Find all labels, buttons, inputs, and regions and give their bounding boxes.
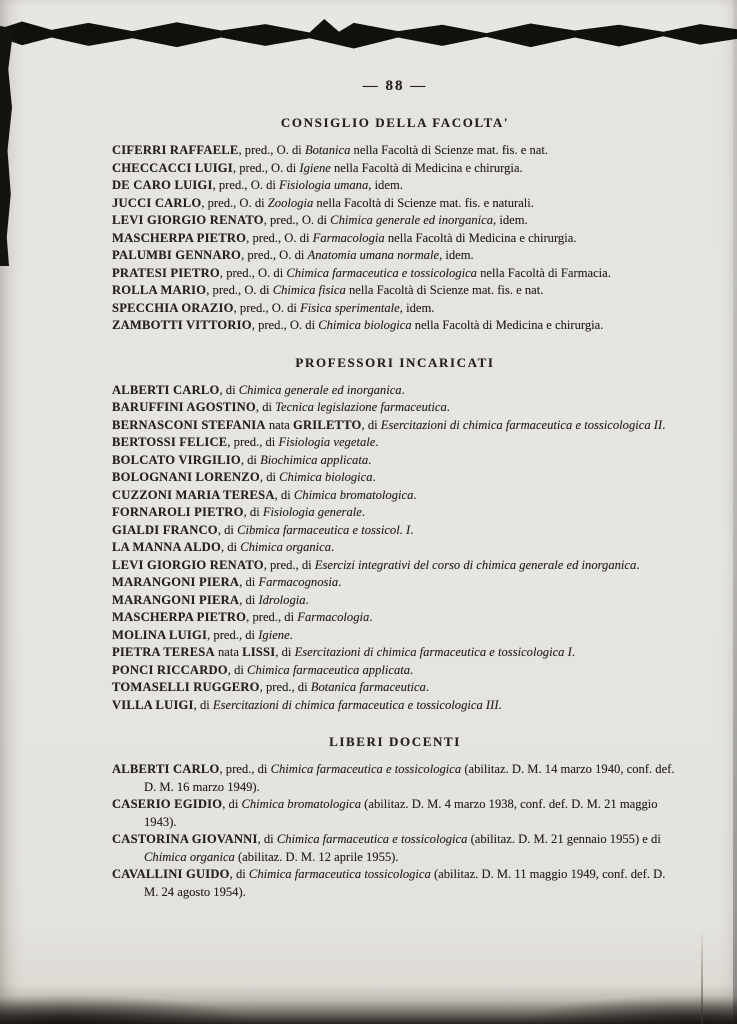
person-name: PRATESI PIETRO [112,265,220,280]
entry-text: nata [265,417,293,432]
person-name: MASCHERPA PIETRO [112,230,247,245]
scan-artifact-bottom-band [0,984,737,1024]
subject-title: Botanica [304,143,351,157]
subject-title: Esercitazioni di chimica farmaceutica e tossicologica II [380,417,663,432]
subject-title: Chimica biologica [318,318,412,332]
entry-text: , pred., O. di [238,143,305,157]
person-name: SPECCHIA ORAZIO [112,300,234,315]
entry-text: , di [255,400,276,414]
faculty-entry [112,831,678,866]
entry-text: , pred., di [263,557,315,572]
faculty-entry [112,609,678,627]
subject-title: Tecnica legislazione farmaceutica [275,400,447,414]
person-name: PALUMBI GENNARO [112,248,242,262]
entry-text: (abilitaz. D. M. 4 marzo 1938, conf. def. D. M. 21 maggio 1943). [144,797,658,829]
person-name: BOLOGNANI LORENZO [112,470,260,484]
entry-text: , pred., di [227,435,279,449]
entry-text: nella Facoltà di Medicina e chirurgia. [330,160,523,175]
entry-text: , pred., O. di [219,265,287,280]
faculty-entry [112,679,678,697]
section-title: CONSIGLIO DELLA FACOLTA' [280,115,510,130]
entry-text: nella Facoltà di Medicina e chirurgia. [384,230,577,245]
entry-text: , pred., O. di [246,230,313,245]
subject-title: Botanica farmaceutica [310,680,426,694]
subject-title: Biochimica applicata [260,452,369,467]
person-name: GIALDI FRANCO [112,522,218,537]
subject-title: Chimica farmaceutica e tossicologica [276,832,468,846]
faculty-entry [112,866,678,901]
entry-text: , pred., O. di [233,300,301,315]
entry-text: . [361,505,366,519]
faculty-entry [112,142,678,160]
entry-text: . [375,435,379,449]
person-name: LEVI GIORGIO RENATO [112,213,264,227]
faculty-entry [112,761,678,796]
person-name: BOLCATO VIRGILIO [112,452,241,467]
person-name: CASERIO EGIDIO [112,797,223,811]
faculty-entry [112,662,678,680]
faculty-entry [112,399,678,417]
entry-text: , di [259,470,280,484]
faculty-entry [112,469,678,487]
subject-title: Chimica farmaceutica e tossicologica [270,762,462,776]
entry-text: , di [227,662,248,677]
document-sections [112,115,678,901]
faculty-entry [112,230,678,248]
entry-text: , di [217,522,238,537]
entry-text: . [331,540,335,554]
faculty-entry [112,539,678,557]
faculty-entry [112,317,678,335]
subject-title: Fisiologia generale [262,505,362,519]
subject-title: Igiene [258,627,290,642]
entry-text: , pred., O. di [206,283,273,297]
person-name: MOLINA LUIGI [112,627,208,642]
entry-text: nata [214,645,243,659]
entry-text: , di [229,867,249,881]
person-name: JUCCI CARLO [112,195,202,210]
entry-text: , pred., di [259,680,311,694]
person-name: LEVI GIORGIO RENATO [112,557,264,572]
person-name: CUZZONI MARIA TERESA [112,487,275,502]
faculty-entry [112,247,678,265]
entry-text: , di [240,452,261,467]
faculty-entry [112,557,678,575]
entry-text: . [410,522,414,537]
entry-text: . [571,645,575,659]
entry-text: , pred., di [207,627,259,642]
faculty-entry [112,796,678,831]
entry-text: (abilitaz. D. M. 14 marzo 1940, conf. def. D. M. 16 marzo 1949). [144,762,675,794]
faculty-entry [112,195,678,213]
faculty-entry [112,452,678,470]
subject-title: Chimica farmaceutica e tossicologica [286,265,477,280]
subject-title: Farmacologia [312,230,385,245]
entry-text: , pred., di [219,762,271,776]
entry-text: . [662,417,666,432]
person-name: TOMASELLI RUGGERO [112,680,260,694]
entry-text: , di [222,797,242,811]
entry-text: , pred., O. di [232,160,300,175]
person-name: FORNAROLI PIETRO [112,505,244,519]
scan-artifact-bottom-right-blotch [517,994,737,1024]
entry-text: , pred., O. di [212,178,280,192]
faculty-entry [112,177,678,195]
entry-text: . [368,452,372,467]
subject-title: Chimica generale ed inorganica [238,382,402,397]
scan-artifact-top-edge [0,19,737,51]
entry-text: , pred., O. di [263,213,331,227]
faculty-entry [112,300,678,318]
entry-text: . [425,680,429,694]
faculty-entry [112,574,678,592]
faculty-entry [112,282,678,300]
entry-text: (abilitaz. D. M. 12 aprile 1955). [234,849,399,864]
entry-text: , di [219,382,239,397]
entry-text: . [369,610,373,624]
subject-title: Chimica organica [144,849,235,864]
faculty-entry [112,697,678,715]
person-name: VILLA LUIGI [112,697,194,712]
entry-text: nella Facoltà di Scienze mat. fis. e nat. [350,143,548,157]
entry-text: , di [361,417,381,432]
faculty-entry [112,434,678,452]
entry-text: , di [239,575,259,589]
entry-text: nella Facoltà di Medicina e chirurgia. [411,318,604,332]
faculty-entry [112,627,678,645]
scan-artifact-right-edge [733,0,737,1024]
faculty-entry [112,382,678,400]
subject-title: Chimica bromatologica [241,797,362,811]
subject-title: Idrologia [258,592,306,607]
person-name: ZAMBOTTI VITTORIO [112,318,252,332]
person-name: GRILETTO [292,417,362,432]
entry-text: . [410,662,414,677]
faculty-entry [112,592,678,610]
entry-text: , pred., di [246,610,298,624]
entry-text: . [305,592,309,607]
document-section [112,355,678,715]
entry-text: , idem. [399,300,435,315]
entry-text: , di [220,540,241,554]
faculty-entry [112,644,678,662]
entry-text: . [289,627,293,642]
subject-title: Esercitazioni di chimica farmaceutica e tossicologica I [294,645,572,659]
faculty-entry [112,212,678,230]
subject-title: Anatomia umana normale [307,248,440,262]
entry-text: , idem. [368,178,403,192]
subject-title: Chimica organica [240,540,332,554]
section-title: LIBERI DOCENTI [329,734,461,749]
entry-text: . [636,557,640,572]
faculty-entry [112,160,678,178]
person-name: MARANGONI PIERA [112,592,240,607]
person-name: LA MANNA ALDO [112,540,221,554]
subject-title: Cibmica farmaceutica e tossicol. I [237,522,411,537]
scan-artifact-bottom-left-blotch [0,994,260,1024]
entry-text: , di [193,697,213,712]
subject-title: Zoologia [267,195,314,210]
entry-text: . [413,487,417,502]
entry-text: , di [257,832,277,846]
subject-title: Esercizi integrativi del corso di chimica generale ed inorganica [314,557,637,572]
subject-title: Fisica sperimentale [300,300,400,315]
entry-text: , di [243,505,263,519]
entry-text: . [338,575,342,589]
person-name: CAVALLINI GUIDO [112,867,230,881]
person-name: CASTORINA GIOVANNI [112,832,258,846]
faculty-entry [112,522,678,540]
page-content [112,78,678,901]
entry-text: , pred., O. di [241,248,308,262]
entry-text: . [498,697,502,712]
person-name: BARUFFINI AGOSTINO [112,400,256,414]
entry-text: nella Facoltà di Scienze mat. fis. e nat. [345,283,544,297]
entry-text: . [372,470,376,484]
person-name: ALBERTI CARLO [112,762,220,776]
faculty-entry [112,487,678,505]
person-name: CHECCACCI LUIGI [112,160,233,175]
person-name: CIFERRI RAFFAELE [112,143,239,157]
person-name: DE CARO LUIGI [112,178,213,192]
entry-text: nella Facoltà di Farmacia. [476,265,611,280]
entry-text: . [446,400,450,414]
document-section [112,734,678,901]
person-name: LISSI [242,645,276,659]
subject-title: Farmacologia [297,610,370,624]
person-name: BERNASCONI STEFANIA [112,417,266,432]
entry-text: , pred., O. di [201,195,268,210]
person-name: MARANGONI PIERA [112,575,240,589]
scan-artifact-scratch [701,929,703,1024]
entry-text: , idem. [493,213,528,227]
subject-title: Esercitazioni di chimica farmaceutica e tossicologica III [212,697,499,712]
subject-title: Fisiologia umana [279,178,369,192]
person-name: ALBERTI CARLO [112,382,220,397]
section-title: PROFESSORI INCARICATI [295,354,495,370]
entry-text: . [401,382,405,397]
entry-text: , pred., O. di [251,318,319,332]
entry-text: , di [275,645,295,659]
subject-title: Fisiologia vegetale [278,435,376,449]
person-name: BERTOSSI FELICE [112,435,228,449]
scan-artifact-left-edge [0,26,15,266]
entry-text: nella Facoltà di Scienze mat. fis. e naturali. [313,195,534,210]
faculty-entry [112,265,678,283]
entry-text: (abilitaz. D. M. 21 gennaio 1955) e di [467,832,661,846]
subject-title: Chimica farmaceutica tossicologica [248,867,431,881]
faculty-entry [112,417,678,435]
subject-title: Chimica biologica [279,470,373,484]
person-name: MASCHERPA PIETRO [112,610,247,624]
entry-text: , idem. [439,248,474,262]
entry-text: , di [274,487,294,502]
page-number: — 88 — [362,78,428,94]
person-name: ROLLA MARIO [112,283,207,297]
person-name: PONCI RICCARDO [112,662,228,677]
subject-title: Igiene [299,160,331,175]
entry-text: (abilitaz. D. M. 11 maggio 1949, conf. def. D. M. 24 agosto 1954). [144,867,666,899]
entry-text: , di [239,592,259,607]
subject-title: Chimica fisica [272,283,346,297]
person-name: PIETRA TERESA [112,645,215,659]
subject-title: Farmacognosia [258,575,339,589]
subject-title: Chimica farmaceutica applicata [247,662,411,677]
faculty-entry [112,504,678,522]
subject-title: Chimica generale ed inorganica [330,213,494,227]
subject-title: Chimica bromatologica [293,487,414,502]
document-section [112,115,678,335]
